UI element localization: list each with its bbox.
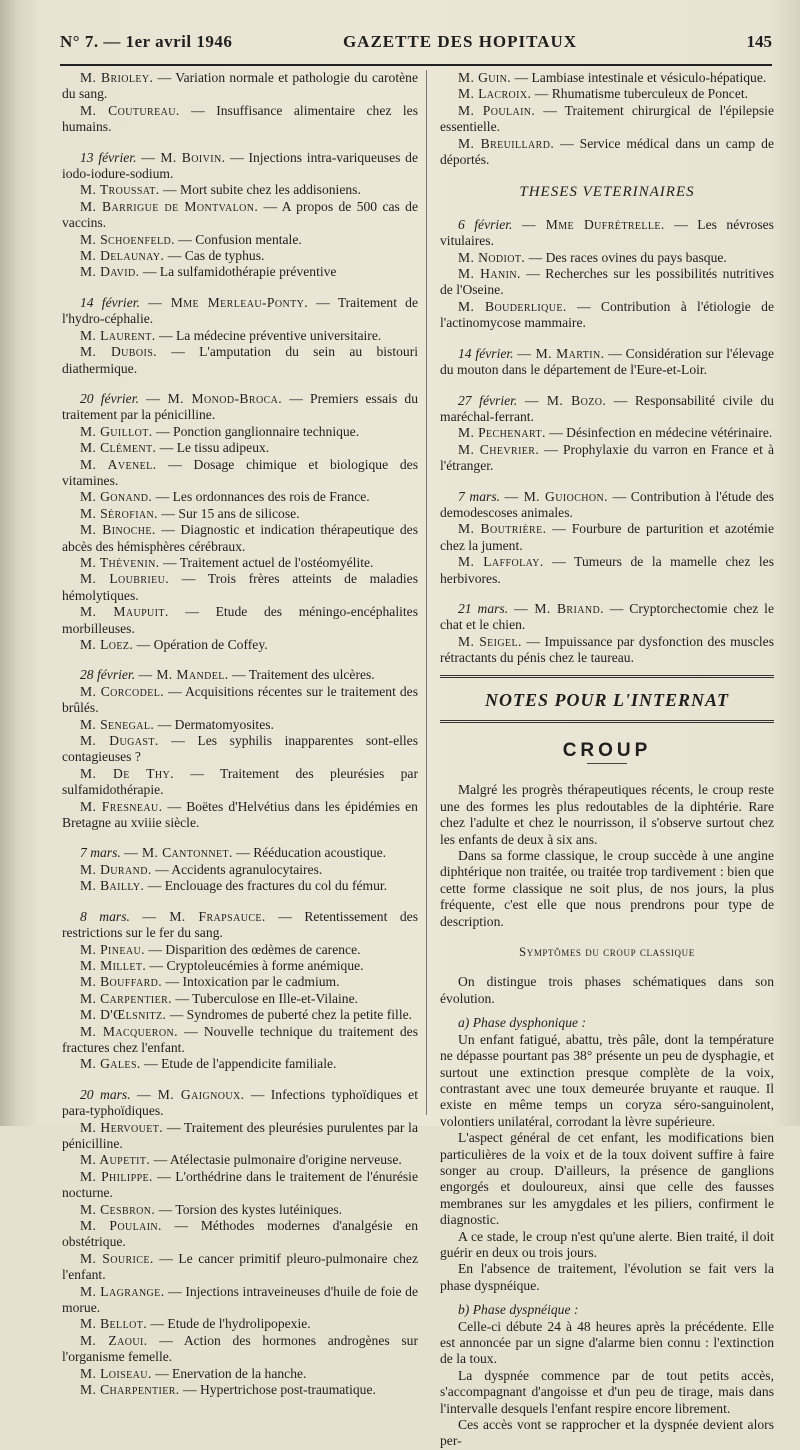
- entry-title: — Retentissement des restrictions sur le fer du sang.: [62, 908, 418, 941]
- left-column: [62, 70, 418, 1398]
- entry-title: — Lambiase intestinale et vésiculo-hépatique.: [514, 70, 767, 85]
- entry-title: — Etude de l'appendicite familiale.: [144, 1056, 337, 1072]
- list-item: [440, 393, 774, 426]
- list-item: [62, 555, 418, 571]
- column-divider: [426, 70, 427, 1115]
- entry-title: — Syndromes de puberté chez la petite fille.: [169, 1007, 413, 1023]
- notes-internat-title: NOTES POUR L'INTERNAT: [484, 689, 730, 710]
- list-item: [62, 1120, 418, 1153]
- list-item: [440, 601, 774, 634]
- entry-title: — Diagnostic et indication thérapeutique des abcès des hémisphères cérébraux.: [62, 522, 418, 554]
- entry-title: — Responsabilité civile du maréchal-ferrant.: [440, 392, 774, 424]
- list-item: [62, 1333, 418, 1366]
- entry-author: M. De Thy.: [80, 765, 174, 781]
- theses-list: [440, 217, 774, 667]
- entry-title: — Les ordonnances des rois de France.: [155, 489, 370, 505]
- entry-title: — La médecine préventive universitaire.: [158, 327, 382, 343]
- entry-author: M. Cesbron.: [80, 1201, 156, 1217]
- entry-title: — Traitement de l'hydro-céphalie.: [62, 294, 419, 327]
- entry-author: M. Thévenin.: [80, 554, 160, 570]
- entry-author: M. Aupetit.: [80, 1152, 151, 1168]
- entry-author: M. Troussat.: [80, 182, 160, 198]
- list-item: [62, 1382, 418, 1398]
- entry-author: M. Breuillard.: [458, 135, 555, 151]
- entry-title: — Traitement des ulcères.: [231, 667, 375, 683]
- entry-author: M. Schoenfeld.: [80, 231, 175, 247]
- entry-title: — Cryptoleucémies à forme anémique.: [149, 957, 364, 973]
- list-item: [62, 440, 418, 456]
- entry-title: — Impuissance par dysfonction des muscles rétractants du pénis chez le taureau.: [440, 633, 774, 666]
- list-item: [440, 634, 774, 667]
- list-item: [62, 667, 418, 683]
- list-item: [62, 733, 418, 766]
- entry-author: M. Guillot.: [80, 423, 153, 439]
- entry-author: M. Maupuit.: [80, 604, 169, 620]
- list-item: [62, 1284, 418, 1317]
- entry-title: — Prophylaxie du varron en France et à l'étranger.: [440, 441, 774, 474]
- entry-author: M. Pechenart.: [458, 425, 546, 441]
- entry-author: M. Chevrier.: [458, 441, 540, 457]
- list-item: [62, 1056, 418, 1072]
- list-item: [62, 1087, 418, 1120]
- entry-title: — Traitement des pleurésies par sulfamidothérapie.: [62, 765, 418, 798]
- intro-paragraph: Malgré les progrès thérapeutiques récents, le croup reste une des formes les plus redoutables de la diphtérie. Rare chez l'adulte et chez le nourrisson, il s'observe surtout chez les enfants de deux à six ans.: [440, 782, 774, 847]
- list-item: [440, 250, 774, 266]
- entry-title: — Hypertrichose post-traumatique.: [182, 1382, 376, 1398]
- entry-author: — M. Briand.: [514, 600, 604, 616]
- entry-author: — M. Bozo.: [524, 392, 607, 408]
- phase-b-paragraph-3: Ces accès vont se rapprocher et la dyspnée devient alors per-: [440, 1417, 774, 1449]
- list-item: [440, 489, 774, 522]
- entry-author: M. Delaunay.: [80, 248, 165, 264]
- journal-title: GAZETTE DES HOPITAUX: [342, 32, 578, 51]
- entry-title: — Ponction ganglionnaire technique.: [156, 423, 360, 439]
- entry-author: M. Senegal.: [80, 716, 155, 732]
- list-item: [62, 1202, 418, 1218]
- entry-author: M. Gales.: [80, 1056, 141, 1072]
- list-item: [62, 1316, 418, 1332]
- entry-author: M. Philippe.: [80, 1168, 153, 1184]
- entry-author: — M. Boivin.: [141, 149, 226, 165]
- entry-title: — Nouvelle technique du traitement des fractures chez l'enfant.: [62, 1023, 418, 1055]
- entry-title: — Cas de typhus.: [167, 248, 265, 264]
- list-item: [62, 150, 418, 183]
- entry-title: — Contribution à l'étude des demodescoses animales.: [440, 488, 774, 520]
- issue-date: N° 7. — 1er avril 1946: [60, 32, 233, 51]
- phase-a-paragraph-3: A ce stade, le croup n'est qu'une alerte. Bien traité, il doit guérir en deux ou trois jours.: [440, 1228, 774, 1260]
- intro-paragraph-2: Dans sa forme classique, le croup succède à une angine diphtérique non traitée, ou traitée trop tardivement : bien que cette forme classique ne soit plus, de nos jours, la plus fréquente, c'est elle que nous prendrons pour type de description.: [440, 848, 774, 929]
- theses-veterinaires-title: THESES VETERINAIRES: [519, 184, 695, 201]
- list-item: [62, 1024, 418, 1057]
- phase-a-paragraph-2: L'aspect général de cet enfant, les modifications bien particulières de la voix et de la toux doivent suffire à faire songer au croup. D'ailleurs, la présence de ganglions engorgés et douloureux, ainsi que celle des fausses membranes sur les amygdales et les piliers, confirment le diagnostic.: [440, 1130, 774, 1228]
- list-item: [62, 766, 418, 799]
- list-item: [62, 232, 418, 248]
- entry-title: — Injections intraveineuses d'huile de foie de morue.: [62, 1283, 418, 1316]
- list-item: [62, 684, 418, 717]
- entry-author: M. Lacroix.: [458, 86, 532, 102]
- list-item: [62, 103, 418, 136]
- entry-author: M. Guin.: [458, 70, 512, 85]
- entry-author: M. Laffolay.: [458, 554, 544, 570]
- phase-a-paragraph-1: Un enfant fatigué, abattu, très pâle, dont la température ne dépasse pourtant pas 38° présente un peu de dysphagie, et surtout une extinction presque complète de la voix, contrastant avec une toux demeurée bruyante et rauque. Il existe en même temps un coryza séro-sanguinolent, volontiers unilatéral, corrodant la lèvre supérieure.: [440, 1031, 774, 1129]
- entry-date: 14 février.: [80, 294, 140, 310]
- entry-author: M. Hanin.: [458, 266, 521, 282]
- entry-author: M. Clément.: [80, 440, 157, 456]
- entry-author: M. Hervouet.: [80, 1119, 164, 1135]
- list-item: [62, 942, 418, 958]
- list-item: [62, 845, 418, 861]
- entry-author: — M. Guiochon.: [504, 488, 608, 504]
- entry-title: — Service médical dans un camp de déportés.: [440, 135, 774, 168]
- list-item: [62, 264, 418, 280]
- entry-title: — Dermatomyosites.: [157, 716, 274, 732]
- entry-author: M. Loiseau.: [80, 1365, 152, 1381]
- entry-date: 27 février.: [458, 392, 518, 408]
- list-item: [440, 521, 774, 554]
- entry-author: M. Carpentier.: [80, 990, 172, 1006]
- list-item: [62, 1007, 418, 1023]
- entry-title: — Mort subite chez les addisoniens.: [163, 182, 361, 198]
- phase-b-paragraph-2: La dyspnée commence par de tout petits accès, s'accompagnant d'angoisse et d'un peu de tirage, mais dans l'intervalle desquels l'enfant respire encore librement.: [440, 1367, 774, 1416]
- list-item: [62, 909, 418, 942]
- list-item: [62, 457, 418, 490]
- entry-author: M. Coutureau.: [80, 102, 180, 118]
- list-item: [62, 604, 418, 637]
- entry-author: — M. Frapsauce.: [142, 908, 266, 924]
- list-item: [440, 70, 774, 86]
- croup-title: CROUP: [562, 740, 652, 761]
- list-item: [440, 346, 774, 379]
- entry-title: — Variation normale et pathologie du carotène du sang.: [62, 70, 418, 102]
- symptoms-heading: Symptômes du croup classique: [519, 945, 695, 960]
- entry-title: — Dosage chimique et biologique des vitamines.: [62, 456, 418, 488]
- list-item: [62, 1251, 418, 1284]
- entry-author: M. Binoche.: [80, 522, 156, 538]
- entry-author: M. Bellot.: [80, 1316, 148, 1332]
- entry-author: M. Dugast.: [80, 733, 159, 749]
- entry-title: — Enervation de la hanche.: [155, 1365, 307, 1381]
- entry-title: — Accidents agranulocytaires.: [155, 861, 323, 877]
- list-item: [440, 136, 774, 169]
- phase-a-label: a) Phase dysphonique :: [458, 1015, 586, 1031]
- list-item: [62, 1366, 418, 1382]
- entry-author: M. Poulain.: [458, 102, 536, 118]
- entry-author: — M. Martin.: [517, 345, 605, 361]
- entry-date: 13 février.: [80, 149, 137, 165]
- list-item: [440, 425, 774, 441]
- list-item: [62, 1152, 418, 1168]
- entry-author: M. Pineau.: [80, 941, 145, 957]
- entry-author: M. Durand.: [80, 861, 152, 877]
- phase-a-paragraph-4: En l'absence de traitement, l'évolution se fait vers la phase dyspnéique.: [440, 1261, 774, 1293]
- entry-title: — Premiers essais du traitement par la pénicilline.: [62, 390, 419, 423]
- entry-author: M. Dubois.: [80, 344, 157, 360]
- entry-author: — Mme Dufrétrelle.: [521, 216, 665, 232]
- entry-date: 7 mars.: [458, 488, 501, 504]
- entry-title: — Recherches sur les possibilités nutritives de l'Oseine.: [440, 266, 774, 298]
- symptoms-intro: On distingue trois phases schématiques dans son évolution.: [440, 974, 774, 1006]
- phase-b-paragraph-1: Celle-ci débute 24 à 48 heures après la précédente. Elle est annoncée par un signe d'alarme bien connu : l'extinction de la toux.: [440, 1318, 774, 1367]
- entry-title: — Les syphilis inapparentes sont-elles contagieuses ?: [62, 733, 418, 765]
- entry-title: — Considération sur l'élevage du mouton dans le département de l'Eure-et-Loir.: [440, 345, 774, 378]
- list-item: [62, 328, 418, 344]
- list-item: [62, 878, 418, 894]
- entry-title: — Désinfection en médecine vétérinaire.: [549, 425, 773, 441]
- entry-title: — Opération de Coffey.: [136, 637, 268, 652]
- list-item: [62, 248, 418, 264]
- entry-title: — Traitement des pleurésies purulentes par la pénicilline.: [62, 1119, 418, 1151]
- entry-title: — Le tissu adipeux.: [159, 440, 270, 456]
- entry-author: M. Zaoui.: [80, 1332, 148, 1348]
- entry-title: — Traitement chirurgical de l'épilepsie essentielle.: [440, 102, 774, 135]
- list-item: [62, 522, 418, 555]
- entry-author: M. Corcodel.: [80, 683, 165, 699]
- entry-date: 20 mars.: [80, 1086, 131, 1102]
- entry-title: — Traitement actuel de l'ostéomyélite.: [162, 554, 374, 570]
- list-item: [62, 717, 418, 733]
- entry-date: 21 mars.: [458, 600, 509, 616]
- entry-title: — Intoxication par le cadmium.: [165, 974, 340, 990]
- entry-author: — Mme Merleau-Ponty.: [148, 294, 309, 310]
- entry-title: — L'orthédrine dans le traitement de l'énurésie nocturne.: [62, 1168, 418, 1201]
- phase-b-label: b) Phase dyspnéique :: [458, 1302, 579, 1318]
- list-item: [440, 103, 774, 136]
- list-item: [62, 391, 418, 424]
- list-item: [62, 1218, 418, 1251]
- page-number: 145: [746, 32, 772, 51]
- entry-title: — Acquisitions récentes sur le traitement des brûlés.: [62, 683, 419, 716]
- entry-date: 6 février.: [458, 216, 513, 232]
- list-item: [62, 799, 418, 832]
- entry-author: M. Loubrieu.: [80, 571, 170, 587]
- entry-title: — Cryptorchectomie chez le chat et le chien.: [440, 600, 774, 633]
- entry-date: 8 mars.: [80, 908, 130, 924]
- list-item: [62, 974, 418, 990]
- list-item: [62, 637, 418, 653]
- entry-author: M. Bouffard.: [80, 974, 163, 990]
- list-item: [62, 424, 418, 440]
- list-item: [62, 862, 418, 878]
- entry-author: M. Millet.: [80, 957, 147, 973]
- list-item: [440, 217, 774, 250]
- list-item: [62, 489, 418, 505]
- entry-author: M. Loez.: [80, 637, 134, 652]
- list-item: [440, 442, 774, 475]
- entry-author: — M. Monod-Broca.: [146, 390, 283, 406]
- list-item: [62, 506, 418, 522]
- page-header: [60, 28, 772, 66]
- entry-author: M. Brioley.: [80, 70, 154, 85]
- entry-author: M. Barrigue de Montvalon.: [80, 198, 259, 214]
- entry-title: — Trois frères atteints de maladies hémolytiques.: [62, 571, 418, 603]
- entry-title: — Méthodes modernes d'analgésie en obstétrique.: [62, 1218, 418, 1250]
- entry-title: — Rééducation acoustique.: [236, 845, 387, 861]
- entry-title: — Le cancer primitif pleuro-pulmonaire chez l'enfant.: [62, 1250, 418, 1283]
- list-item: [440, 86, 774, 102]
- entry-author: M. Laurent.: [80, 327, 156, 343]
- entry-author: M. Fresneau.: [80, 798, 163, 814]
- list-item: [62, 182, 418, 198]
- list-item: [440, 266, 774, 299]
- list-item: [62, 344, 418, 377]
- list-item: [62, 991, 418, 1007]
- entry-author: M. Bouderlique.: [458, 298, 567, 314]
- list-item: [62, 295, 418, 328]
- entry-title: — Boëtes d'Helvétius dans les épidémies en Bretagne au xviiie siècle.: [62, 798, 418, 831]
- entry-title: — Sur 15 ans de silicose.: [161, 505, 300, 521]
- right-column: [440, 70, 774, 1450]
- entry-author: M. Avenel.: [80, 456, 157, 472]
- entry-title: — Action des hormones androgènes sur l'organisme femelle.: [62, 1332, 418, 1365]
- entry-author: M. Bailly.: [80, 878, 145, 894]
- entry-title: — Etude des méningo-encéphalites morbilleuses.: [62, 604, 418, 636]
- entry-title: — L'amputation du sein au bistouri diathermique.: [62, 344, 418, 376]
- list-item: [62, 70, 418, 103]
- title-rule: [587, 763, 627, 764]
- entry-author: M. Charpentier.: [80, 1382, 180, 1398]
- entry-date: 7 mars.: [80, 845, 121, 861]
- entry-title: — La sulfamidothérapie préventive: [142, 264, 337, 280]
- list-item: [62, 199, 418, 232]
- entry-author: M. Sourice.: [80, 1250, 154, 1266]
- entry-title: — Torsion des kystes lutéiniques.: [158, 1201, 343, 1217]
- list-item: [440, 299, 774, 332]
- entry-author: M. Boutrière.: [458, 521, 547, 537]
- entry-title: — Injections intra-variqueuses de iodo-iodure-sodium.: [62, 149, 418, 182]
- entry-author: M. D'Œlsnitz.: [80, 1007, 167, 1023]
- entry-author: M. Poulain.: [80, 1218, 162, 1233]
- entry-date: 14 février.: [458, 345, 514, 361]
- entry-title: — Infections typhoïdiques et para-typhoïdiques.: [62, 1086, 418, 1119]
- entry-title: — Disparition des œdèmes de carence.: [148, 941, 361, 957]
- entry-title: — A propos de 500 cas de vaccins.: [62, 198, 418, 231]
- entry-title: — Insuffisance alimentaire chez les humains.: [62, 102, 419, 135]
- entry-title: — Etude de l'hydrolipopexie.: [150, 1316, 311, 1332]
- entry-date: 28 février.: [80, 667, 136, 683]
- entry-date: 20 février.: [80, 390, 139, 406]
- entry-title: — Tumeurs de la mamelle chez les herbivores.: [440, 554, 774, 586]
- entry-author: — M. Mandel.: [138, 667, 229, 683]
- entry-title: — Enclouage des fractures du col du fémur.: [147, 878, 388, 894]
- entry-author: M. Sérofian.: [80, 505, 158, 521]
- entry-title: — Confusion mentale.: [178, 231, 302, 247]
- entry-title: — Contribution à l'étiologie de l'actinomycose mammaire.: [440, 298, 774, 331]
- list-item: [62, 1169, 418, 1202]
- list-item: [62, 571, 418, 604]
- entry-author: — M. Gaignoux.: [137, 1086, 245, 1102]
- entry-author: M. Macqueron.: [80, 1023, 178, 1039]
- notes-internat-box: [440, 675, 774, 723]
- entry-title: — Les névroses vitulaires.: [440, 216, 774, 249]
- entry-author: M. Gonand.: [80, 489, 153, 505]
- entry-title: — Atélectasie pulmonaire d'origine nerveuse.: [153, 1152, 402, 1168]
- entry-author: M. Seigel.: [458, 633, 522, 649]
- entry-author: — M. Cantonnet.: [124, 845, 233, 861]
- entry-title: — Des races ovines du pays basque.: [528, 249, 727, 265]
- list-item: [440, 554, 774, 587]
- entry-title: — Tuberculose en Ille-et-Vilaine.: [175, 990, 359, 1006]
- entry-author: M. David.: [80, 264, 140, 280]
- entry-author: M. Nodiot.: [458, 249, 526, 265]
- list-item: [62, 958, 418, 974]
- entry-title: — Rhumatisme tuberculeux de Poncet.: [534, 86, 749, 102]
- entry-title: — Fourbure de parturition et azotémie chez la jument.: [440, 521, 774, 553]
- entry-author: M. Lagrange.: [80, 1283, 165, 1299]
- thesis-list-continued: [440, 70, 774, 168]
